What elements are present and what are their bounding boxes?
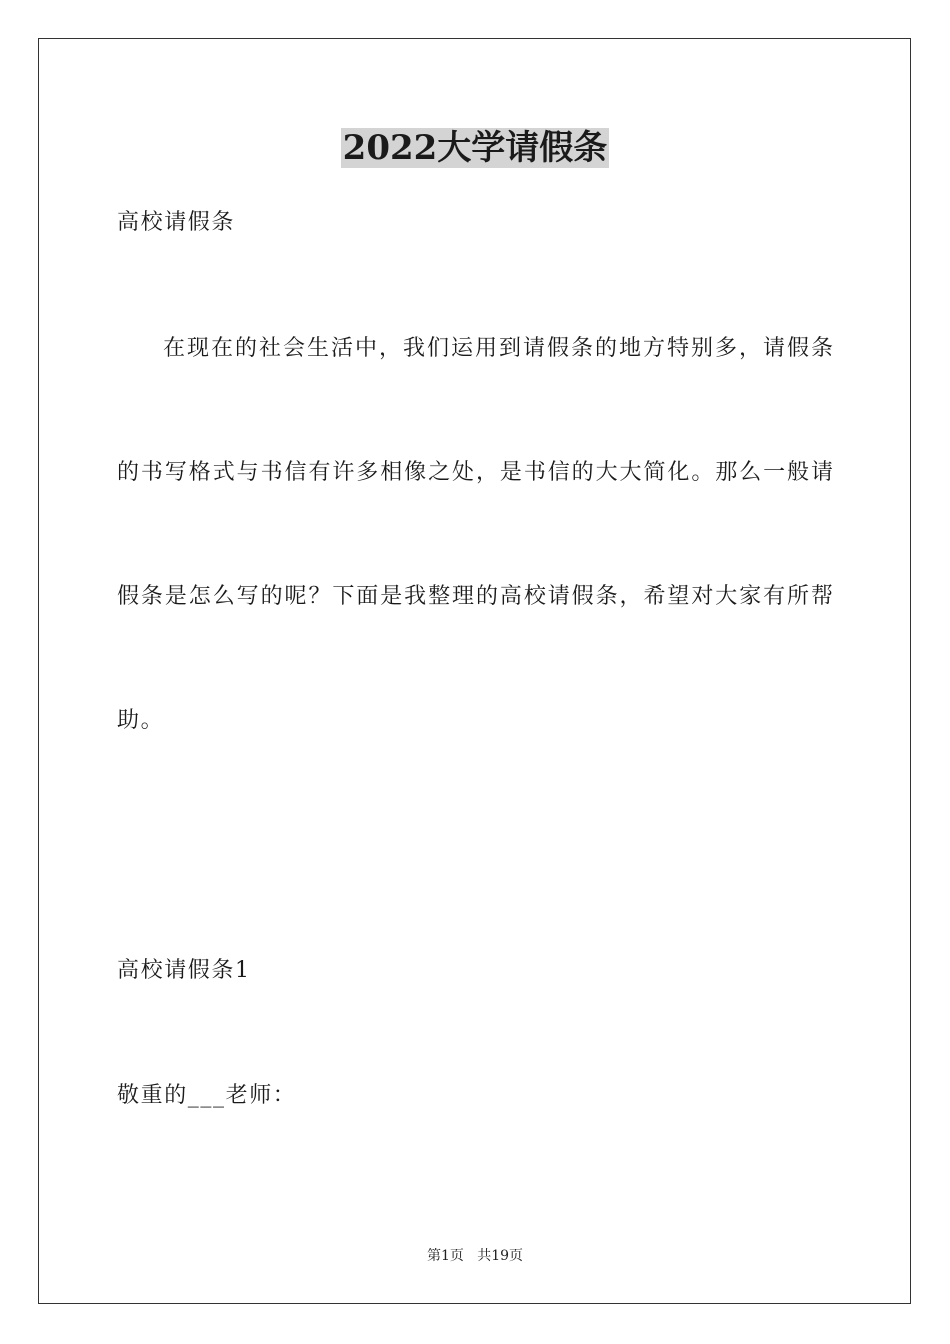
- page-indicator: 第1页 共19页: [426, 1248, 524, 1264]
- salutation: 敬重的___老师：: [117, 1083, 297, 1108]
- intro-line-3: 假条是怎么写的呢？下面是我整理的高校请假条，希望对大家有所帮: [117, 584, 833, 609]
- page-footer: [0, 1246, 950, 1266]
- document-subtitle: 高校请假条: [117, 210, 236, 235]
- document-title: [0, 126, 950, 170]
- intro-line-2: 的书写格式与书信有许多相像之处，是书信的大大简化。那么一般请: [117, 460, 833, 485]
- document-title-text: 2022大学请假条: [342, 128, 608, 168]
- intro-line-4: 助。: [117, 708, 165, 733]
- intro-line-1: 在现在的社会生活中，我们运用到请假条的地方特别多，请假条: [163, 336, 833, 361]
- section-heading: 高校请假条1: [117, 958, 251, 983]
